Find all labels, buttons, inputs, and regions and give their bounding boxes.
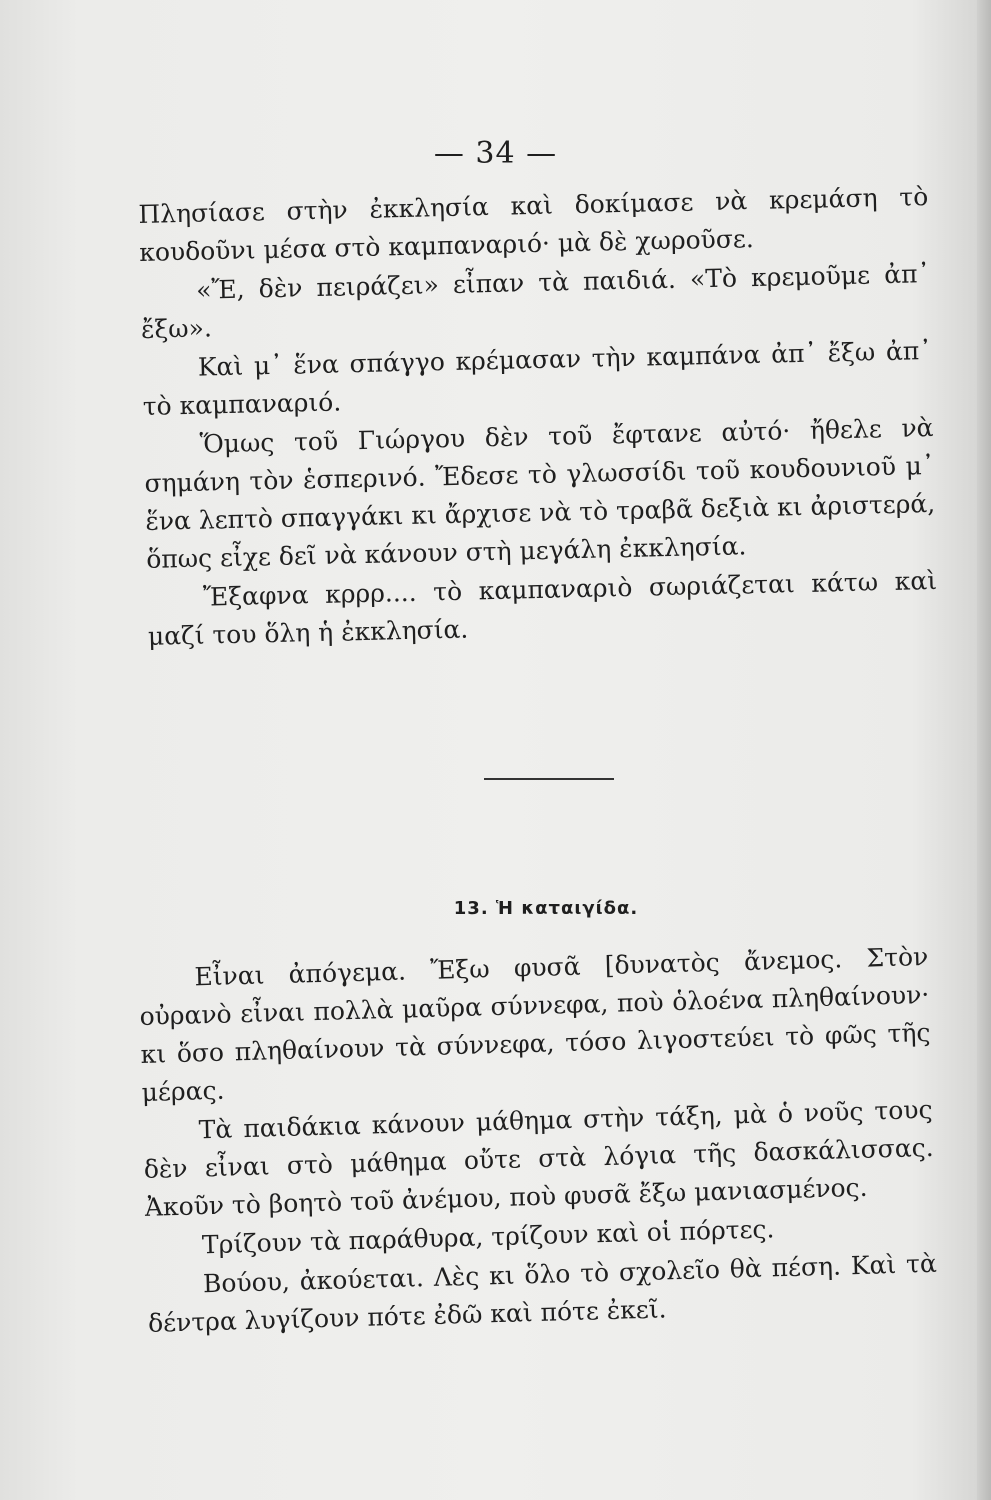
paragraph: Βούου, ἀκούεται. Λὲς κι ὅλο τὸ σχολεῖο θὰ πέση. Καὶ τὰ δέντρα λυγίζουν πότε ἐδῶ καὶ πότε ἐκεῖ.	[147, 1248, 938, 1338]
paragraph: Τὰ παιδάκια κάνουν μάθημα στὴν τάξη, μὰ ὁ νοῦς τους δὲν εἶναι στὸ μάθημα οὔτε στὰ λόγια τῆς δασκάλισσας. Ἀκοῦν τὸ βοητὸ τοῦ ἀνέμου, ποὺ φυσᾶ ἔξω μανιασμένος.	[143, 1094, 934, 1222]
paragraph: Καὶ μ᾽ ἕνα σπάγγο κρέμασαν τὴν καμπάνα ἀπ᾽ ἔξω ἀπ᾽ τὸ καμπαναριό.	[142, 336, 933, 421]
story-text-block	[138, 178, 938, 657]
page-edge-shadow	[977, 0, 991, 1500]
page-number: — 34 —	[433, 136, 558, 171]
paragraph: Ἔξαφνα κρρρ.... τὸ καμπαναριὸ σωριάζεται κάτω καὶ μαζί του ὅλη ἡ ἐκκλησία.	[147, 565, 938, 651]
section-divider	[484, 778, 614, 780]
paragraph: «Ἔ, δὲν πειράζει» εἶπαν τὰ παιδιά. «Τὸ κρεμοῦμε ἀπ᾽ ἔξω».	[140, 259, 931, 344]
paragraph: Ὅμως τοῦ Γιώργου δὲν τοῦ ἔφτανε αὐτό· ἤθελε νὰ σημάνη τὸν ἑσπερινό. Ἔδεσε τὸ γλωσσίδι τοῦ κουδουνιοῦ μ᾽ ἕνα λεπτὸ σπαγγάκι κι ἄρχισε νὰ τὸ τραβᾶ δεξιὰ κι ἀριστερά, ὅπως εἶχε δεῖ νὰ κάνουν στὴ μεγάλη ἐκκλησία.	[144, 413, 936, 574]
paragraph: Εἶναι ἀπόγεμα. Ἔξω φυσᾶ [δυνατὸς ἄνεμος. Στὸν οὐρανὸ εἶναι πολλὰ μαῦρα σύννεφα, ποὺ ὁλοένα πληθαίνουν· κι ὅσο πληθαίνουν τὰ σύννεφα, τόσο λιγοστεύει τὸ φῶς τῆς μέρας.	[139, 941, 931, 1107]
story-text-block	[138, 938, 938, 1344]
section-heading: 13. Ἡ καταιγίδα.	[453, 898, 639, 919]
paragraph: Πλησίασε στὴν ἐκκλησία καὶ δοκίμασε νὰ κρεμάση τὸ κουδοῦνι μέσα στὸ καμπαναριό· μὰ δὲ χωροῦσε.	[138, 182, 929, 267]
paragraph: Τρίζουν τὰ παράθυρα, τρίζουν καὶ οἱ πόρτες.	[201, 1214, 775, 1260]
